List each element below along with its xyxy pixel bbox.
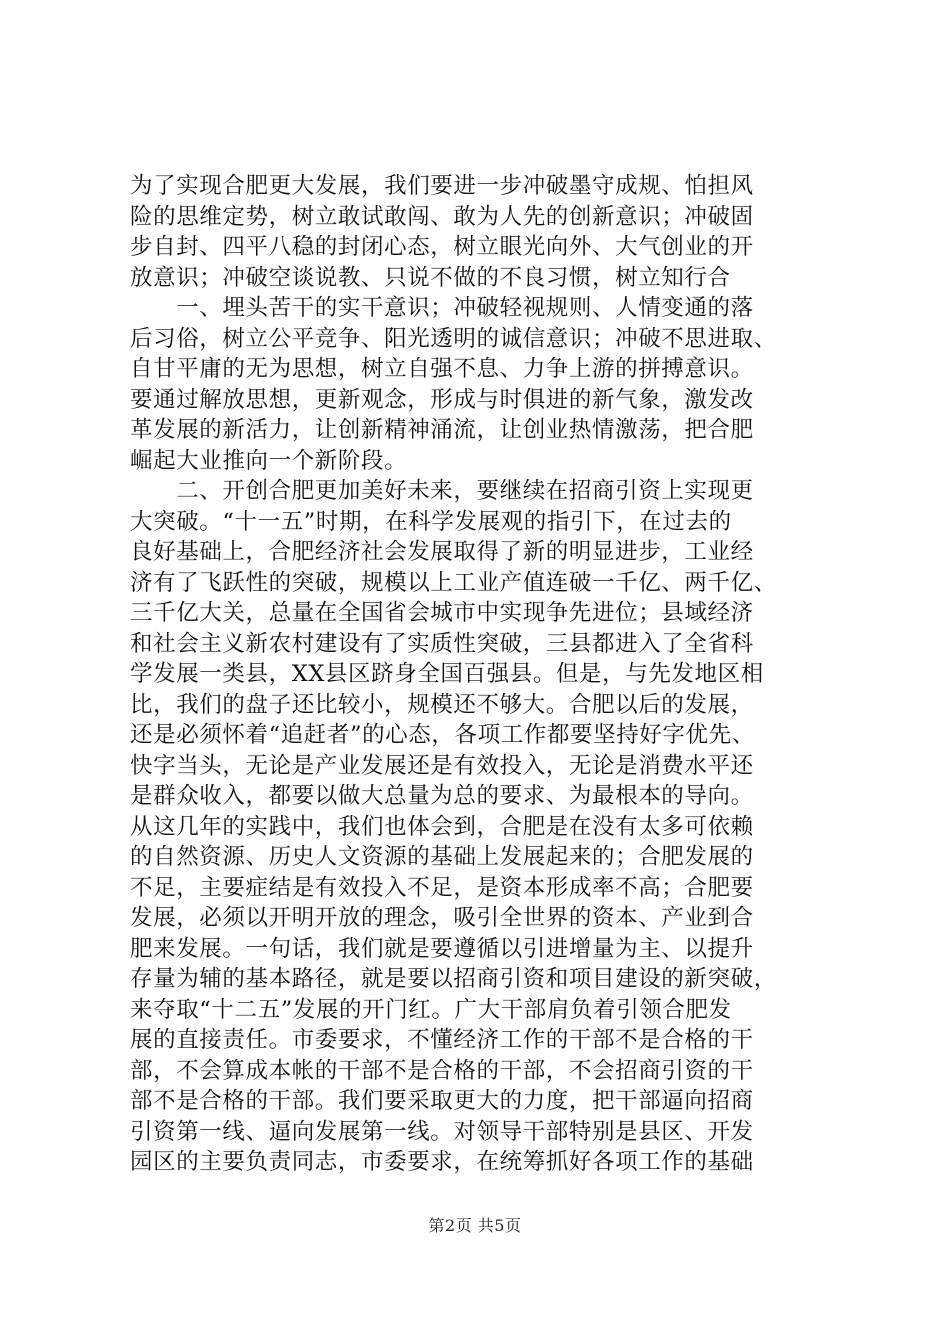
text-line: 学发展一类县，XX县区跻身全国百强县。但是，与先发地区相 xyxy=(130,661,764,687)
text-line: 为了实现合肥更大发展，我们要进一步冲破墨守成规、怕担风 xyxy=(130,173,754,199)
text-line: 发展，必须以开明开放的理念，吸引全世界的资本、产业到合 xyxy=(130,905,754,931)
text-line: 自甘平庸的无为思想，树立自强不息、力争上游的拼搏意识。 xyxy=(130,356,754,382)
text-line: 一、埋头苦干的实干意识；冲破轻视规则、人情变通的落 xyxy=(130,295,754,321)
text-line: 部，不会算成本帐的干部不是合格的干部，不会招商引资的干 xyxy=(130,1057,754,1084)
text-line: 从这几年的实践中，我们也体会到，合肥是在没有太多可依赖 xyxy=(130,813,754,840)
text-line: 大突破。“十一五”时期，在科学发展观的指引下，在过去的 xyxy=(130,508,732,535)
text-line: 肥来发展。一句话，我们就是要遵循以引进增量为主、以提升 xyxy=(130,935,754,962)
text-line: 不足，主要症结是有效投入不足，是资本形成率不高；合肥要 xyxy=(130,874,754,901)
text-line: 济有了飞跃性的突破，规模以上工业产值连破一千亿、两千亿、 xyxy=(130,569,777,596)
text-line: 三千亿大关，总量在全国省会城市中实现争先进位；县域经济 xyxy=(130,600,754,626)
text-line: 还是必须怀着“追赶者”的心态，各项工作都要坚持好字优先、 xyxy=(130,722,755,748)
body-text xyxy=(130,171,830,1178)
text-line: 是群众收入，都要以做大总量为总的要求、为最根本的导向。 xyxy=(130,783,754,809)
text-line: 引资第一线、逼向发展第一线。对领导干部特别是县区、开发 xyxy=(130,1118,754,1145)
text-line: 革发展的新活力，让创新精神涌流，让创业热情激荡，把合肥 xyxy=(130,417,754,443)
text-line: 园区的主要负责同志，市委要求，在统筹抓好各项工作的基础 xyxy=(130,1149,754,1175)
text-line: 来夺取“十二五”发展的开门红。广大干部肩负着引领合肥发 xyxy=(130,996,732,1023)
text-line: 二、开创合肥更加美好未来，要继续在招商引资上实现更 xyxy=(130,478,754,504)
text-line: 部不是合格的干部。我们要采取更大的力度，把干部逼向招商 xyxy=(130,1088,754,1114)
text-line: 险的思维定势，树立敢试敢闯、敢为人先的创新意识；冲破固 xyxy=(130,203,754,230)
text-line: 放意识；冲破空谈说教、只说不做的不良习惯，树立知行合 xyxy=(130,264,731,291)
text-line: 展的直接责任。市委要求，不懂经济工作的干部不是合格的干 xyxy=(130,1027,754,1053)
text-line: 后习俗，树立公平竞争、阳光透明的诚信意识；冲破不思进取、 xyxy=(130,325,777,352)
text-line: 和社会主义新农村建设有了实质性突破，三县都进入了全省科 xyxy=(130,630,754,657)
text-line: 崛起大业推向一个新阶段。 xyxy=(130,447,408,474)
text-line: 良好基础上，合肥经济社会发展取得了新的明显进步，工业经 xyxy=(130,539,754,565)
text-line: 要通过解放思想，更新观念，形成与时俱进的新气象，激发改 xyxy=(130,386,754,413)
text-line: 步自封、四平八稳的封闭心态，树立眼光向外、大气创业的开 xyxy=(130,234,754,260)
page-footer: 第2页 共5页 xyxy=(428,1216,522,1235)
text-line: 比，我们的盘子还比较小，规模还不够大。合肥以后的发展， xyxy=(130,691,754,718)
text-line: 的自然资源、历史人文资源的基础上发展起来的；合肥发展的 xyxy=(130,844,754,870)
text-line: 存量为辅的基本路径，就是要以招商引资和项目建设的新突破， xyxy=(130,966,777,992)
text-line: 快字当头，无论是产业发展还是有效投入，无论是消费水平还 xyxy=(130,752,754,779)
